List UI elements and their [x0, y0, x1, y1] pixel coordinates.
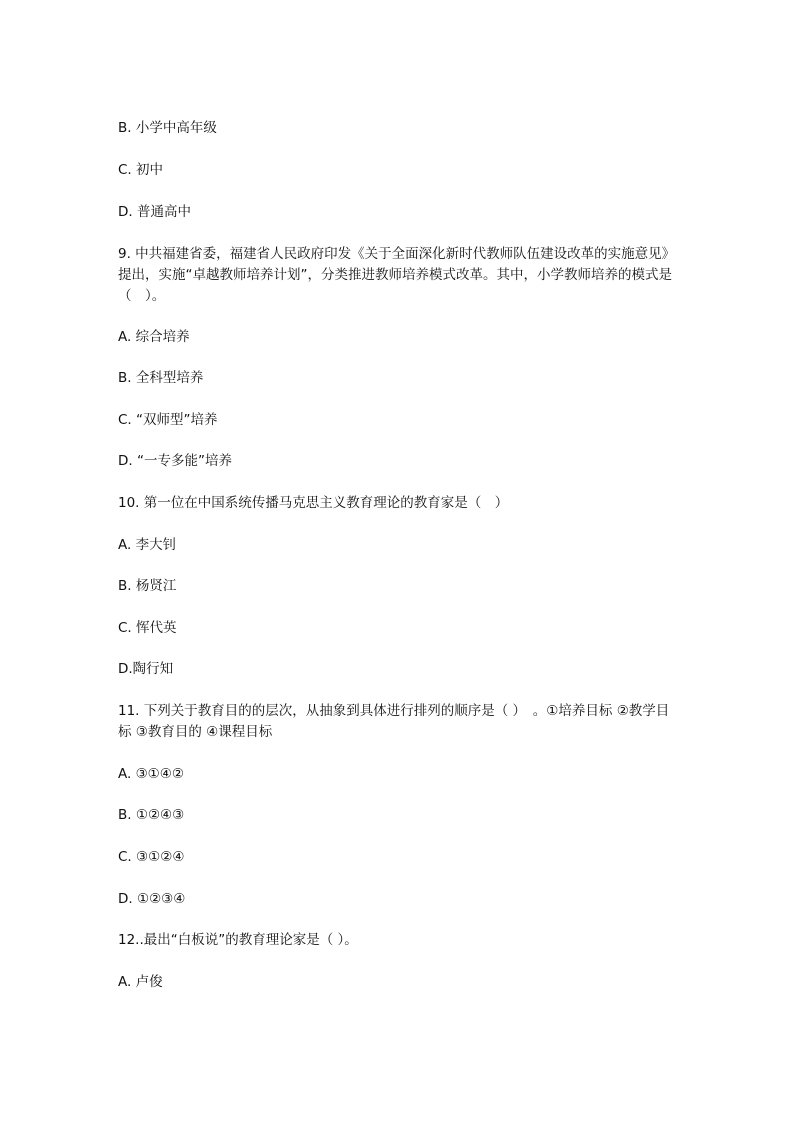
question-12: 12..最出“白板说”的教育理论家是（ ）。	[118, 932, 358, 948]
option-8c: C. 初中	[118, 162, 164, 178]
option-9d: D. “一专多能”培养	[118, 453, 232, 469]
option-9a: A. 综合培养	[118, 329, 190, 345]
question-11: 11. 下列关于教育目的的层次，从抽象到具体进行排列的顺序是（ ） 。①培养目标 ②教学目标 ③教育目的 ④课程目标	[118, 703, 670, 740]
option-8d: D. 普通高中	[118, 204, 191, 220]
option-11d: D. ①②③④	[118, 891, 186, 907]
option-10d: D.陶行知	[118, 661, 174, 677]
option-10c: C. 恽代英	[118, 620, 177, 636]
question-9: 9. 中共福建省委，福建省人民政府印发《关于全面深化新时代教师队伍建设改革的实施意见》提出，实施“卓越教师培养计划”，分类推进教师培养模式改革。其中，小学教师培养的模式是（ ）。	[118, 246, 676, 304]
question-10: 10. 第一位在中国系统传播马克思主义教育理论的教育家是（ ）	[118, 495, 509, 511]
option-11a: A. ③①④②	[118, 766, 184, 782]
option-10a: A. 李大钊	[118, 537, 177, 553]
option-9c: C. “双师型”培养	[118, 412, 218, 428]
option-9b: B. 全科型培养	[118, 370, 204, 386]
option-11b: B. ①②④③	[118, 807, 185, 823]
option-10b: B. 杨贤江	[118, 578, 177, 594]
option-11c: C. ③①②④	[118, 849, 185, 865]
option-8b: B. 小学中高年级	[118, 120, 217, 136]
option-12a: A. 卢俊	[118, 974, 163, 990]
